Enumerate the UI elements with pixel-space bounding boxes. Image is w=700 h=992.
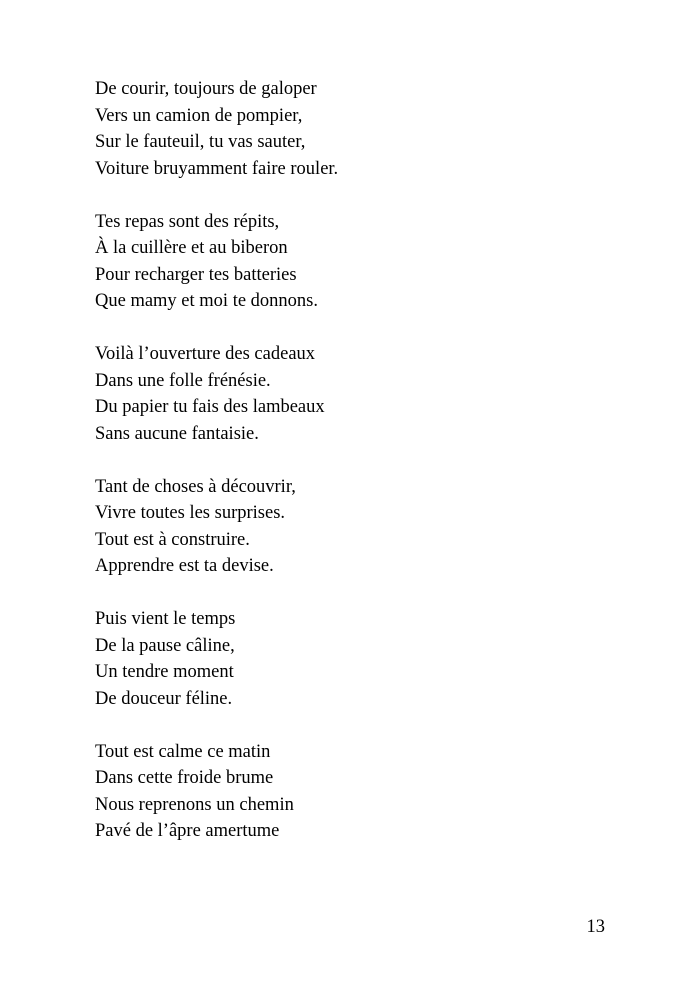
stanza-4	[95, 474, 615, 580]
poem-line: Tout est à construire.	[95, 529, 250, 550]
poem-line: Apprendre est ta devise.	[95, 556, 274, 576]
poem-line: Que mamy et moi te donnons.	[95, 291, 318, 311]
page-number: 13	[586, 917, 605, 937]
poem-line: Voilà l’ouverture des cadeaux	[95, 344, 316, 364]
poem-line: Voiture bruyamment faire rouler.	[95, 158, 339, 179]
poem-line: Puis vient le temps	[95, 609, 236, 629]
poem-line: Tes repas sont des répits,	[95, 211, 280, 232]
poem-line: De la pause câline,	[95, 635, 235, 656]
poem-line: Tant de choses à découvrir,	[95, 476, 296, 497]
stanza-6	[95, 739, 615, 845]
poem-line: Sur le fauteuil, tu vas sauter,	[95, 132, 306, 152]
poem-line: Pour recharger tes batteries	[95, 264, 297, 285]
stanza-3	[95, 341, 615, 447]
poem-line: Nous reprenons un chemin	[95, 794, 294, 815]
poem-line: Du papier tu fais des lambeaux	[95, 397, 325, 417]
stanza-5	[95, 606, 615, 712]
poem-line: Vers un camion de pompier,	[95, 105, 303, 126]
poem-line: Pavé de l’âpre amertume	[95, 821, 280, 841]
poem-line: Dans cette froide brume	[95, 768, 274, 788]
stanza-2	[95, 209, 615, 315]
stanza-1	[95, 76, 615, 182]
poem-line: Sans aucune fantaisie.	[95, 423, 259, 444]
poem-line: Un tendre moment	[95, 662, 234, 682]
poem-line: Vivre toutes les surprises.	[95, 503, 286, 523]
poem-line: Dans une folle frénésie.	[95, 370, 271, 391]
poem-line: De douceur féline.	[95, 688, 233, 709]
poem-line: À la cuillère et au biberon	[95, 238, 288, 258]
poem-line: De courir, toujours de galoper	[95, 79, 317, 99]
poem-line: Tout est calme ce matin	[95, 741, 271, 762]
poem	[95, 76, 615, 871]
